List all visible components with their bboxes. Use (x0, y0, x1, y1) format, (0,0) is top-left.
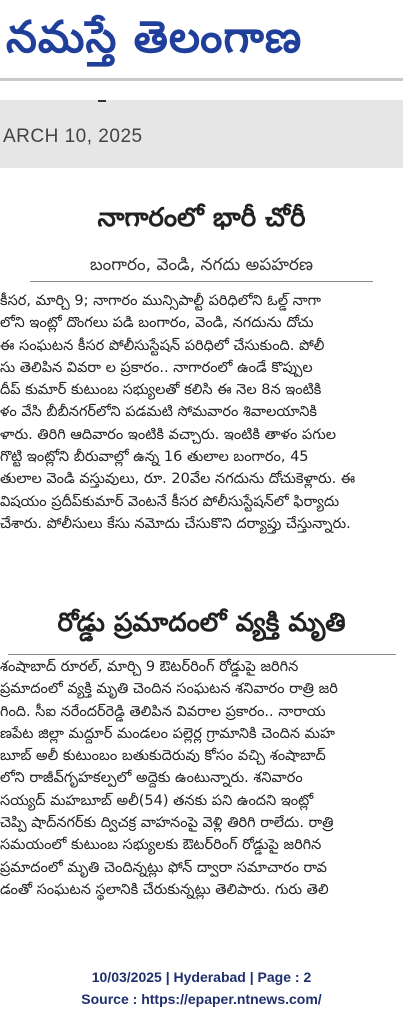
body-line: సమయంలో కుటుంబ సభ్యులకు ఔటర్‌రింగ్ రోడ్డుపై జరిగిన (0, 837, 322, 854)
article-1-headline: నాగారంలో భారీ చోరీ (97, 203, 306, 233)
article-1-body (0, 290, 403, 535)
body-line: ళం వేసి బీబీనగర్‌లోని పడమటి సోమవారం శివాలయానికి (0, 404, 317, 421)
source-footer (0, 966, 403, 1010)
article-2-body (0, 656, 403, 901)
body-line: దీప్ కుమార్ కుటుంబ సభ్యులతో కలిసి ఈ నెల 8న ఇంటికి (0, 382, 322, 399)
body-line: లోని ఇంట్లో దొంగలు పడి బంగారం, వెండి, నగదును దోచు (0, 315, 314, 332)
body-line: గొట్టి ఇంట్లోని బీరువాల్లో ఉన్న 16 తులాల బంగారం, 45 (0, 449, 309, 466)
band-mark (98, 100, 106, 102)
body-line: ణపేట జిల్లా మద్దూర్ మండలం పల్లెర్ల గ్రామానికి చెందిన మహ (0, 725, 335, 742)
headline-underline (8, 654, 396, 655)
body-line: ళారు. తిరిగి ఆదివారం ఇంటికి వచ్చారు. ఇంటికి తాళం పగుల (0, 426, 336, 443)
footer-edition-info: 10/03/2025 | Hyderabad | Page : 2 (91, 969, 312, 985)
body-line: శంషాబాద్ రూరల్, మార్చి 9 ఔటర్‌రింగ్ రోడ్డుపై జరిగిన (0, 659, 299, 675)
body-line: విషయం ప్రదీప్‌కుమార్ వెంటనే కీసర పోలీసుస్టేషన్‌లో ఫిర్యాదు (0, 493, 340, 510)
body-line: బూబ్ అలీ కుటుంబం బతుకుదెరువు కోసం వచ్చి శంషాబాద్ (0, 748, 326, 765)
subheadline-underline (30, 281, 373, 282)
body-line: తులాల వెండి వస్తువులు, రూ. 20వేల నగదును దోచుకెళ్లారు. ఈ (0, 471, 356, 488)
issue-date: ARCH 10, 2025 (3, 126, 143, 147)
footer-source-link[interactable]: Source : https://epaper.ntnews.com/ (81, 991, 322, 1007)
body-line: డంతో సంఘటన స్థలానికి చేరుకున్నట్లు తెలిపారు. గురు తెలి (0, 881, 329, 898)
body-line: గింది. సీఐ నరేందర్‌రెడ్డి తెలిపిన వివరాల ప్రకారం.. నారాయ (0, 703, 326, 720)
body-line: చెప్పి షాద్‌నగర్‌కు ద్విచక్ర వాహనంపై వెళ్లి తిరిగి రాలేదు. రాత్రి (0, 815, 334, 832)
article-1-subheadline: బంగారం, వెండి, నగదు అపహరణ (89, 255, 314, 275)
masthead-divider (0, 78, 403, 81)
body-line: లోని రాజీవ్‌గృహకల్పలో అద్దెకు ఉంటున్నారు. శనివారం (0, 770, 303, 787)
masthead-logo: నమస్తే తెలంగాణ (6, 12, 303, 63)
body-line: కీసర, మార్చి 9; నాగారం మున్సిపాల్టీ పరిధిలోని ఓల్డ్ నాగా (0, 293, 322, 309)
masthead (0, 0, 403, 78)
body-line: ప్రమాదంలో వ్యక్తి మృతి చెందిన సంఘటన శనివారం రాత్రి జరి (0, 681, 338, 698)
body-line: ఈ సంఘటన కీసర పోలీసుస్టేషన్ పరిధిలో చేసుకుంది. పోలీ (0, 337, 325, 354)
body-line: చేశారు. పోలీసులు కేసు నమోదు చేసుకొని దర్యాప్తు చేస్తున్నారు. (0, 515, 351, 532)
body-line: సు తెలిపిన వివరా ల ప్రకారం.. నాగారంలో ఉండే కొప్పుల (0, 359, 313, 376)
article-2-headline: రోడ్డు ప్రమాదంలో వ్యక్తి మృతి (57, 608, 346, 638)
body-line: సయ్యద్ మహబూబ్ అలీ(54) తనకు పని ఉందని ఇంట్లో (0, 792, 314, 809)
body-line: ప్రమాదంలో మృతి చెందిన్నట్లు ఫోన్ ద్వారా సమాచారం రావ (0, 859, 327, 876)
